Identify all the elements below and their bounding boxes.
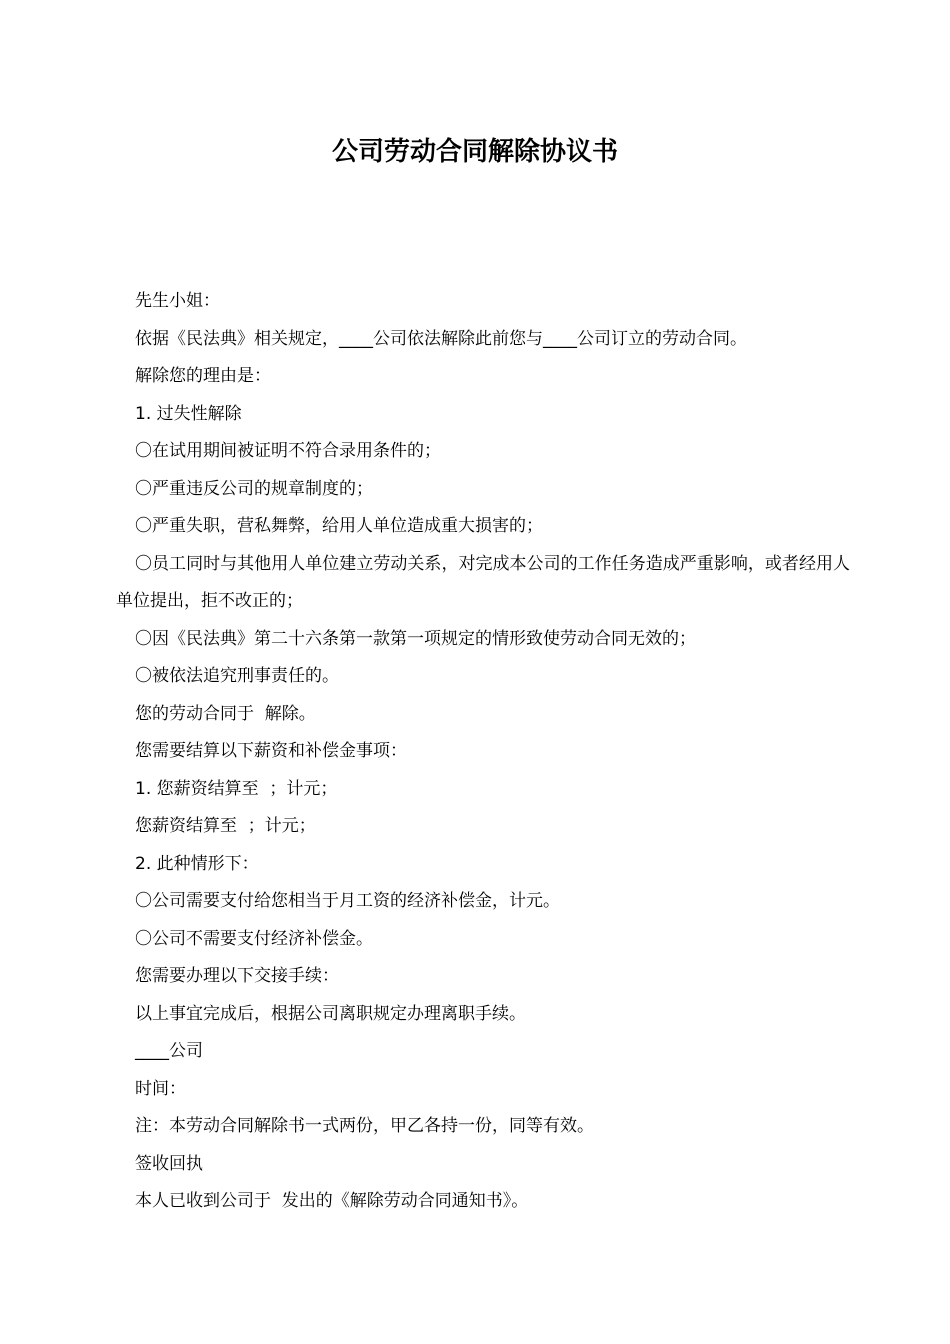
salary-settlement-line: 1. 您薪资结算至 ；计元； [135,778,338,799]
receipt-heading: 签收回执 [135,1153,203,1174]
receipt-statement: 本人已收到公司于 发出的《解除劳动合同通知书》。 [135,1191,529,1211]
reason-option: 〇严重违反公司的规章制度的； [135,478,373,499]
company-signature-line: ____公司 [135,1041,203,1061]
salutation: 先生小姐： [135,291,220,311]
document-body [116,283,850,1221]
reason-option: 〇严重失职，营私舞弊，给用人单位造成重大损害的； [135,516,543,536]
reason-option: 〇员工同时与其他用人单位建立劳动关系，对完成本公司的工作任务造成严重影响，或者经用人单位提出，拒不改正的； [116,553,850,611]
date-line: 时间： [135,1078,186,1099]
reason-category: 1. 过失性解除 [135,403,242,424]
handover-note: 以上事宜完成后，根据公司离职规定办理离职手续。 [135,1003,526,1024]
termination-date-line: 您的劳动合同于 解除。 [135,703,316,724]
compensation-heading: 2. 此种情形下： [135,853,259,874]
reason-option: 〇被依法追究刑事责任的。 [135,666,339,686]
compensation-option: 〇公司不需要支付经济补偿金。 [135,928,373,949]
handover-heading: 您需要办理以下交接手续： [135,966,339,986]
copies-note: 注：本劳动合同解除书一式两份，甲乙各持一份，同等有效。 [135,1116,594,1136]
document-title: 公司劳动合同解除协议书 [331,137,618,167]
settlement-heading: 您需要结算以下薪资和补偿金事项： [135,741,407,761]
reason-option: 〇因《民法典》第二十六条第一款第一项规定的情形致使劳动合同无效的； [135,628,696,649]
reason-heading: 解除您的理由是： [135,366,271,386]
legal-basis-paragraph: 依据《民法典》相关规定，____公司依法解除此前您与____公司订立的劳动合同。 [135,328,747,349]
salary-settlement-line: 您薪资结算至 ；计元； [135,816,316,836]
compensation-option: 〇公司需要支付给您相当于月工资的经济补偿金，计元。 [135,891,560,911]
reason-option: 〇在试用期间被证明不符合录用条件的； [135,441,441,461]
